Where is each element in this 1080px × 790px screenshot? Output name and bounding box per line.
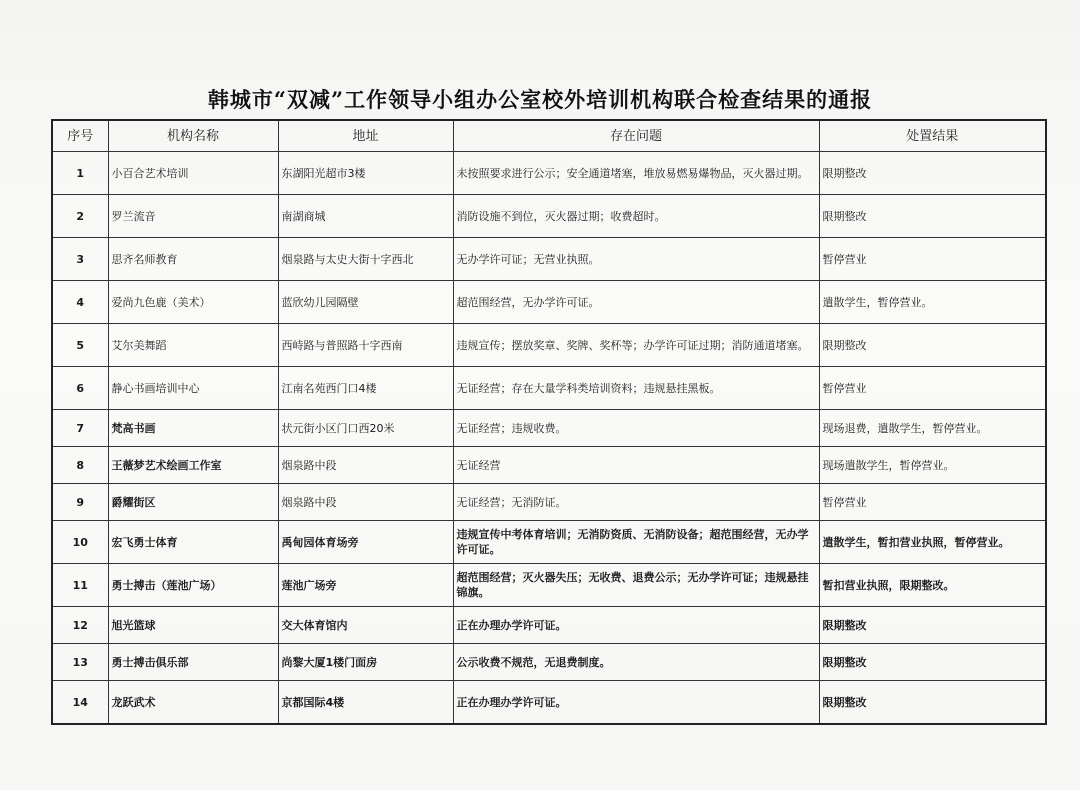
institution-name: 思齐名师教育 <box>108 238 278 281</box>
row-number: 2 <box>52 195 108 238</box>
institution-name: 龙跃武术 <box>108 681 278 725</box>
disposal-result: 限期整改 <box>819 607 1046 644</box>
table-row <box>52 521 1046 564</box>
institution-name: 宏飞勇士体育 <box>108 521 278 564</box>
issue-description: 超范围经营；灭火器失压；无收费、退费公示；无办学许可证；违规悬挂锦旗。 <box>453 564 819 607</box>
row-number: 14 <box>52 681 108 725</box>
institution-name: 梵高书画 <box>108 410 278 447</box>
disposal-result: 限期整改 <box>819 644 1046 681</box>
issue-description: 公示收费不规范，无退费制度。 <box>453 644 819 681</box>
header-name: 机构名称 <box>108 120 278 152</box>
row-number: 12 <box>52 607 108 644</box>
institution-address: 南湖商城 <box>278 195 453 238</box>
institution-name: 静心书画培训中心 <box>108 367 278 410</box>
row-number: 3 <box>52 238 108 281</box>
institution-address: 东湖阳光超市3楼 <box>278 152 453 195</box>
issue-description: 违规宣传；摆放奖章、奖牌、奖杯等；办学许可证过期；消防通道堵塞。 <box>453 324 819 367</box>
institution-address: 蓝欣幼儿园隔壁 <box>278 281 453 324</box>
institution-address: 烟泉路中段 <box>278 484 453 521</box>
disposal-result: 限期整改 <box>819 152 1046 195</box>
row-number: 8 <box>52 447 108 484</box>
institution-address: 莲池广场旁 <box>278 564 453 607</box>
issue-description: 无办学许可证；无营业执照。 <box>453 238 819 281</box>
institution-name: 勇士搏击（莲池广场） <box>108 564 278 607</box>
table-header-row <box>52 120 1046 152</box>
institution-name: 爵耀街区 <box>108 484 278 521</box>
row-number: 5 <box>52 324 108 367</box>
table-row <box>52 152 1046 195</box>
institution-address: 西峙路与普照路十字西南 <box>278 324 453 367</box>
header-address: 地址 <box>278 120 453 152</box>
table-row <box>52 447 1046 484</box>
row-number: 13 <box>52 644 108 681</box>
issue-description: 无证经营；存在大量学科类培训资料；违规悬挂黑板。 <box>453 367 819 410</box>
institution-address: 尚黎大厦1楼门面房 <box>278 644 453 681</box>
row-number: 6 <box>52 367 108 410</box>
header-issue: 存在问题 <box>453 120 819 152</box>
institution-address: 状元街小区门口西20米 <box>278 410 453 447</box>
row-number: 11 <box>52 564 108 607</box>
disposal-result: 暂扣营业执照，限期整改。 <box>819 564 1046 607</box>
issue-description: 无证经营；违规收费。 <box>453 410 819 447</box>
issue-description: 消防设施不到位，灭火器过期；收费超时。 <box>453 195 819 238</box>
institution-name: 王薇梦艺术绘画工作室 <box>108 447 278 484</box>
issue-description: 正在办理办学许可证。 <box>453 607 819 644</box>
institution-name: 爱尚九色鹿（美术） <box>108 281 278 324</box>
table-row <box>52 238 1046 281</box>
issue-description: 正在办理办学许可证。 <box>453 681 819 725</box>
table-row <box>52 564 1046 607</box>
institution-address: 禹甸园体育场旁 <box>278 521 453 564</box>
institution-name: 艾尔美舞蹈 <box>108 324 278 367</box>
institution-address: 烟泉路中段 <box>278 447 453 484</box>
disposal-result: 限期整改 <box>819 681 1046 725</box>
table-row <box>52 367 1046 410</box>
disposal-result: 暂停营业 <box>819 484 1046 521</box>
issue-description: 未按照要求进行公示；安全通道堵塞，堆放易燃易爆物品，灭火器过期。 <box>453 152 819 195</box>
table-row <box>52 644 1046 681</box>
table-row <box>52 281 1046 324</box>
institution-address: 烟泉路与太史大街十字西北 <box>278 238 453 281</box>
issue-description: 无证经营 <box>453 447 819 484</box>
row-number: 7 <box>52 410 108 447</box>
disposal-result: 现场退费，遣散学生，暂停营业。 <box>819 410 1046 447</box>
institution-name: 小百合艺术培训 <box>108 152 278 195</box>
inspection-results-table <box>51 119 1047 725</box>
table-row <box>52 681 1046 725</box>
disposal-result: 遣散学生，暂停营业。 <box>819 281 1046 324</box>
institution-name: 旭光篮球 <box>108 607 278 644</box>
header-result: 处置结果 <box>819 120 1046 152</box>
disposal-result: 遣散学生，暂扣营业执照，暂停营业。 <box>819 521 1046 564</box>
page-title: 韩城市“双减”工作领导小组办公室校外培训机构联合检查结果的通报 <box>207 87 873 112</box>
table-row <box>52 607 1046 644</box>
disposal-result: 暂停营业 <box>819 367 1046 410</box>
row-number: 10 <box>52 521 108 564</box>
table-row <box>52 324 1046 367</box>
institution-address: 京都国际4楼 <box>278 681 453 725</box>
table-row <box>52 410 1046 447</box>
table-row <box>52 195 1046 238</box>
issue-description: 超范围经营，无办学许可证。 <box>453 281 819 324</box>
issue-description: 违规宣传中考体育培训；无消防资质、无消防设备；超范围经营，无办学许可证。 <box>453 521 819 564</box>
institution-name: 罗兰流音 <box>108 195 278 238</box>
institution-address: 交大体育馆内 <box>278 607 453 644</box>
disposal-result: 暂停营业 <box>819 238 1046 281</box>
institution-name: 勇士搏击俱乐部 <box>108 644 278 681</box>
row-number: 1 <box>52 152 108 195</box>
institution-address: 江南名苑西门口4楼 <box>278 367 453 410</box>
disposal-result: 限期整改 <box>819 324 1046 367</box>
row-number: 9 <box>52 484 108 521</box>
disposal-result: 现场遣散学生，暂停营业。 <box>819 447 1046 484</box>
table-row <box>52 484 1046 521</box>
row-number: 4 <box>52 281 108 324</box>
header-no: 序号 <box>52 120 108 152</box>
issue-description: 无证经营；无消防证。 <box>453 484 819 521</box>
disposal-result: 限期整改 <box>819 195 1046 238</box>
